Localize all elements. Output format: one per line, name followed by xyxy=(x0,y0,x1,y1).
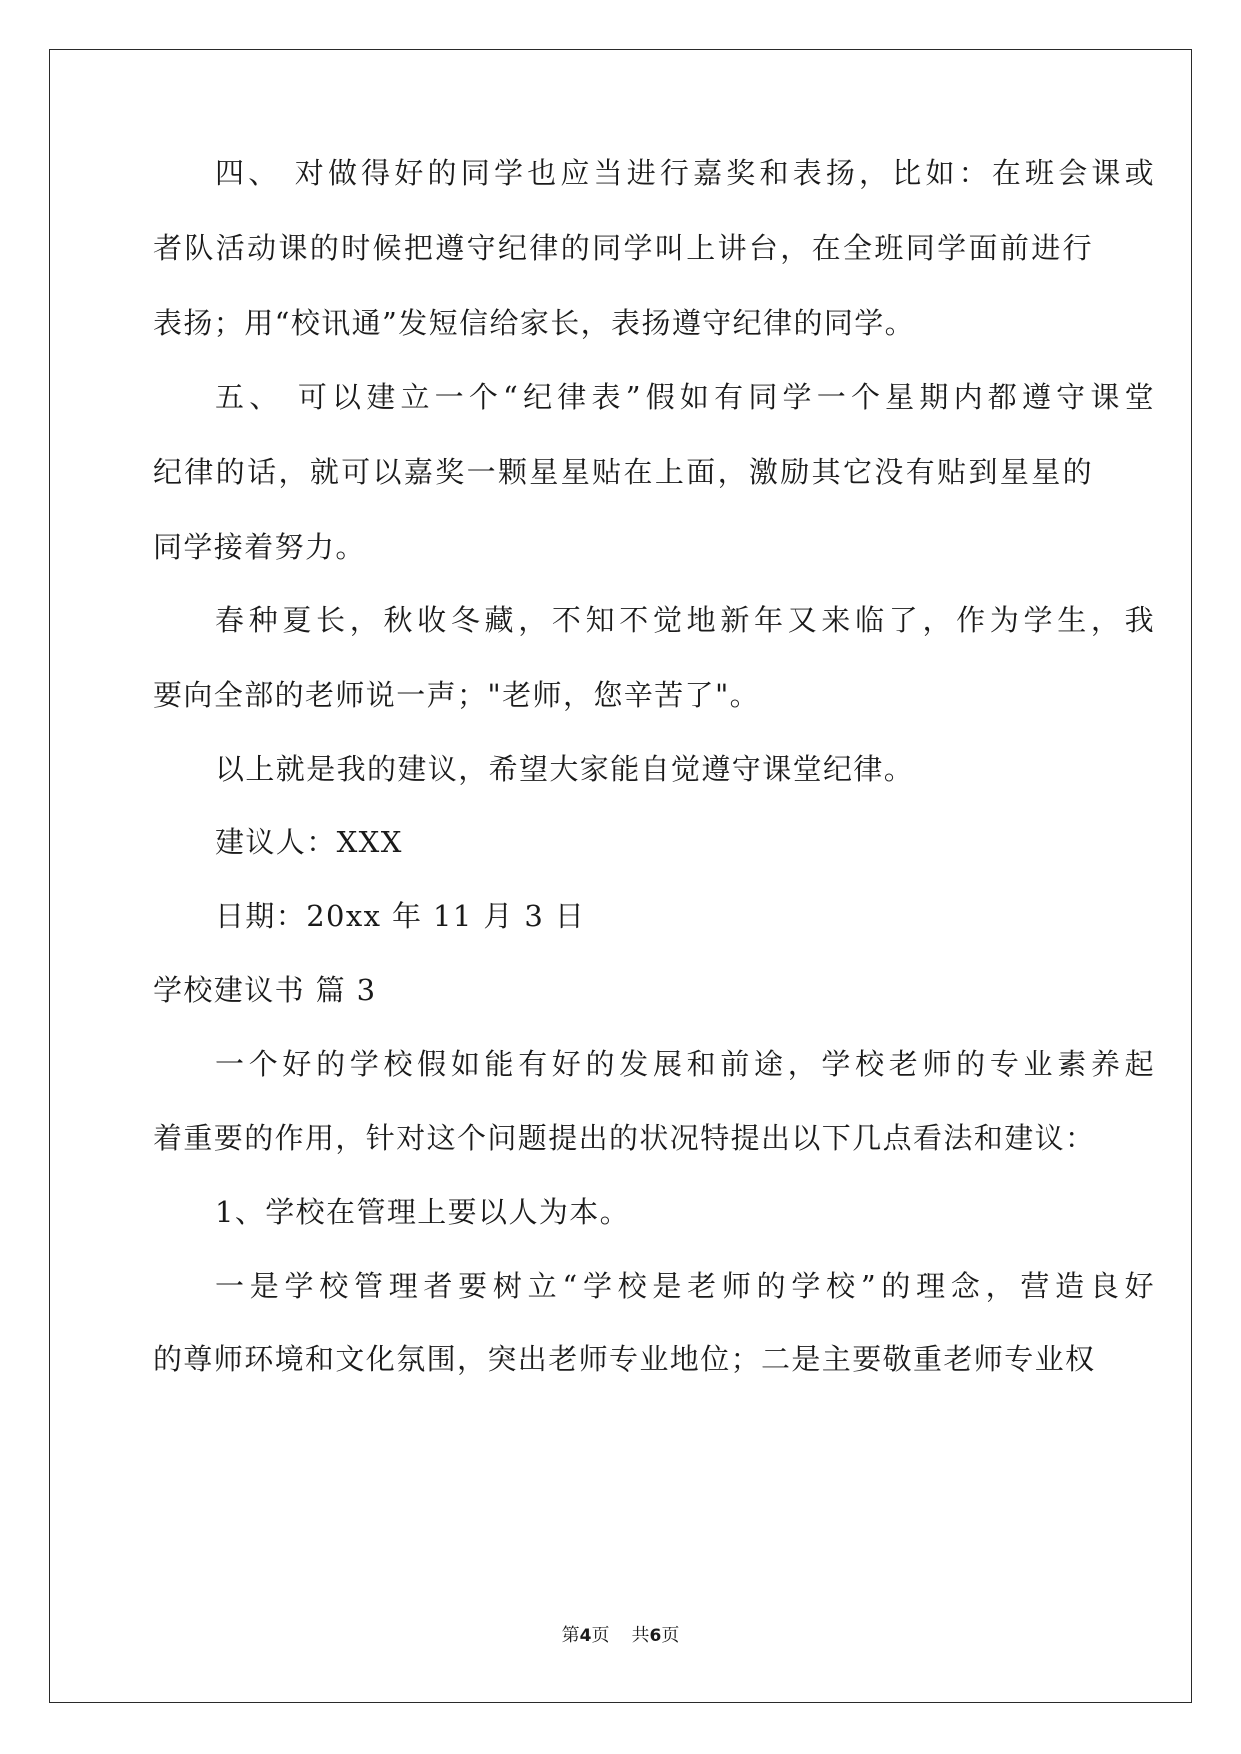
page-footer xyxy=(0,1624,1241,1648)
paragraph-line: 春种夏长，秋收冬藏，不知不觉地新年又来临了，作为学生，我 xyxy=(215,603,1155,637)
paragraph-line: 纪律的话，就可以嘉奖一颗星星贴在上面，激励其它没有贴到星星的 xyxy=(153,455,1093,489)
paragraph-line: 者队活动课的时候把遵守纪律的同学叫上讲台，在全班同学面前进行 xyxy=(153,231,1093,265)
footer-page-suffix: 页 xyxy=(591,1625,610,1646)
paragraph-line: 1、学校在管理上要以人为本。 xyxy=(215,1195,631,1229)
paragraph-line: 四、 对做得好的同学也应当进行嘉奖和表扬，比如：在班会课或 xyxy=(215,156,1155,190)
date-line: 日期：20xx 年 11 月 3 日 xyxy=(215,899,586,933)
proposer-line: 建议人：XXX xyxy=(215,825,403,859)
footer-total-suffix: 页 xyxy=(661,1625,680,1646)
section-heading: 学校建议书 篇 3 xyxy=(153,973,377,1007)
current-page-number: 4 xyxy=(579,1626,592,1646)
paragraph-line: 的尊师环境和文化氛围，突出老师专业地位；二是主要敬重老师专业权 xyxy=(153,1342,1096,1376)
paragraph-line: 表扬；用“校讯通”发短信给家长，表扬遵守纪律的同学。 xyxy=(153,306,916,340)
paragraph-line: 一个好的学校假如能有好的发展和前途，学校老师的专业素养起 xyxy=(215,1047,1155,1081)
total-pages-number: 6 xyxy=(649,1626,662,1646)
footer-total-prefix: 共 xyxy=(631,1625,650,1646)
paragraph-line: 以上就是我的建议，希望大家能自觉遵守课堂纪律。 xyxy=(215,752,915,786)
paragraph-line: 要向全部的老师说一声；"老师，您辛苦了"。 xyxy=(153,678,761,712)
paragraph-line: 同学接着努力。 xyxy=(153,530,366,564)
page-border xyxy=(49,49,1192,1703)
paragraph-line: 着重要的作用，针对这个问题提出的状况特提出以下几点看法和建议： xyxy=(153,1121,1096,1155)
footer-prefix: 第 xyxy=(561,1625,580,1646)
paragraph-line: 一是学校管理者要树立“学校是老师的学校”的理念，营造良好 xyxy=(215,1269,1155,1303)
paragraph-line: 五、 可以建立一个“纪律表”假如有同学一个星期内都遵守课堂 xyxy=(215,380,1155,414)
